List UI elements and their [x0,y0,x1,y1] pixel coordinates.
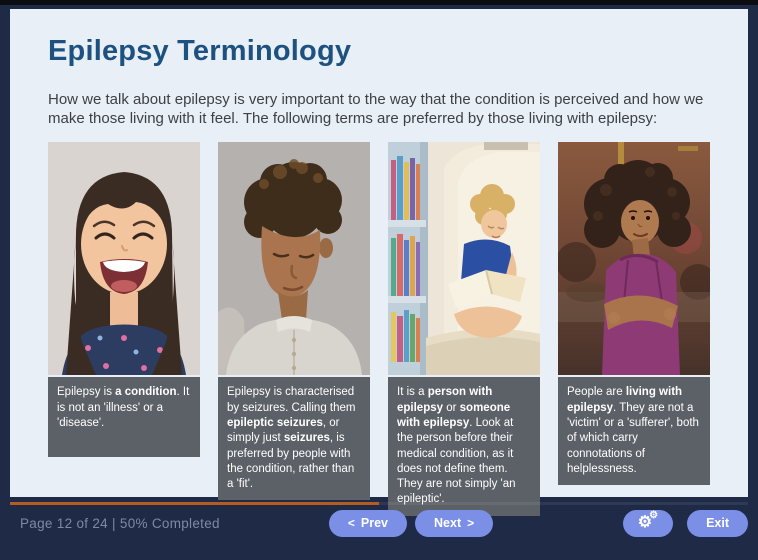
course-player-footer [0,497,758,560]
card-condition [48,142,200,457]
card-caption: Epilepsy is characterised by seizures. Calling them epileptic seizures, or simply just seizures, is preferred by people with the condition, rather than a 'fit'. [218,377,370,500]
page-title: Epilepsy Terminology [48,35,352,67]
exit-button-label: Exit [706,516,730,530]
progress-bar [10,502,748,505]
card-caption: Epilepsy is a condition. It is not an 'illness' or a 'disease'. [48,377,200,457]
exit-button[interactable] [687,510,748,537]
chevron-right-icon: > [467,515,475,530]
gears-icon: ⚙ ⚙ [637,510,659,531]
card-seizures [218,142,370,491]
intro-text: How we talk about epilepsy is very important to the way that the condition is perceived and how we make those living with it feel. The following terms are preferred by those living with epilepsy: [48,91,704,128]
next-button-label: Next [434,516,462,530]
card-caption: It is a person with epilepsy or someone with epilepsy. Look at the person before their medical condition, as it does not define them. They are not simply 'an epileptic'. [388,377,540,515]
prev-button-label: Prev [360,516,389,530]
photo-boy-with-afro [218,142,370,375]
footer-row [0,508,758,538]
photo-girl-arms-crossed [558,142,710,375]
nav-buttons [329,510,493,537]
card-person-with-epilepsy [388,142,540,506]
chevron-left-icon: < [347,515,355,530]
card-living-with-epilepsy [558,142,710,475]
settings-button[interactable] [623,510,673,537]
window-top-strip [0,0,758,5]
prev-button[interactable] [329,510,407,537]
next-button[interactable] [415,510,493,537]
footer-right-buttons [466,510,748,537]
slide-content [10,9,748,506]
photo-young-girl-laughing [48,142,200,375]
card-caption: People are living with epilepsy. They are not a 'victim' or a 'sufferer', both of which carry connotations of helplessness. [558,377,710,485]
page-status: Page 12 of 24 | 50% Completed [20,515,220,531]
photo-boy-reading [388,142,540,375]
terminology-cards [48,142,728,506]
progress-bar-fill [10,502,379,505]
